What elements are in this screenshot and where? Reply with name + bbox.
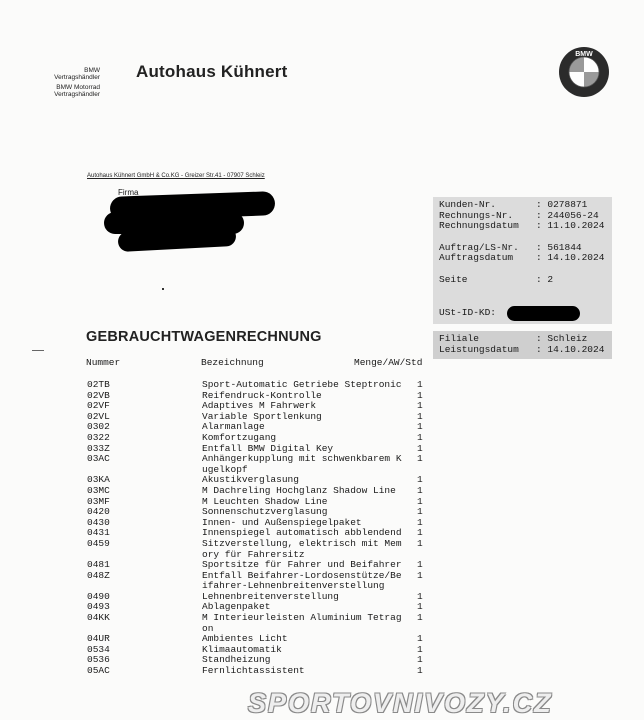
item-quantity: 1 bbox=[417, 453, 423, 465]
item-description: Sport-Automatic Getriebe Steptronic bbox=[202, 379, 402, 390]
item-code: 0459 bbox=[87, 537, 110, 549]
item-quantity: 1 bbox=[417, 633, 423, 645]
item-quantity: 1 bbox=[417, 569, 423, 581]
item-description: Entfall Beifahrer-Lordosenstütze/Be ifahrer-Lehnenbreitenverstellung bbox=[202, 569, 402, 592]
table-header bbox=[86, 357, 422, 368]
item-code: 04KK bbox=[87, 612, 110, 624]
item-code: 0431 bbox=[87, 527, 110, 539]
item-quantity: 1 bbox=[417, 654, 423, 666]
items-list bbox=[87, 380, 432, 677]
watermark: SPORTOVNIVOZY.CZ bbox=[248, 688, 553, 718]
item-row bbox=[87, 571, 432, 592]
info-row-order-date bbox=[439, 253, 606, 264]
sender-line: Autohaus Kühnert GmbH & Co.KG - Greizer Str.41 - 07907 Schleiz bbox=[87, 173, 265, 179]
item-description: Sitzverstellung, elektrisch mit Mem ory für Fahrersitz bbox=[202, 537, 402, 560]
info-label: Auftragsdatum bbox=[439, 252, 514, 263]
item-row bbox=[87, 486, 432, 497]
delivery-value: : 14.10.2024 bbox=[536, 343, 605, 355]
item-quantity: 1 bbox=[417, 665, 423, 677]
item-row bbox=[87, 380, 432, 391]
item-code: 03KA bbox=[87, 474, 110, 486]
recipient-label: Firma bbox=[118, 188, 139, 197]
item-code: 0493 bbox=[87, 601, 110, 613]
dealer-sub-text bbox=[40, 67, 100, 98]
info-value: : 0278871 bbox=[536, 199, 588, 210]
item-code: 0490 bbox=[87, 590, 110, 602]
item-quantity: 1 bbox=[417, 410, 423, 422]
item-description: Klimaautomatik bbox=[202, 643, 282, 655]
item-code: 0302 bbox=[87, 421, 110, 433]
item-description: Sportsitze für Fahrer und Beifahrer bbox=[202, 559, 402, 571]
item-quantity: 1 bbox=[417, 516, 423, 528]
fold-mark bbox=[32, 350, 44, 351]
item-code: 0322 bbox=[87, 431, 110, 443]
item-description: Reifendruck-Kontrolle bbox=[202, 389, 322, 401]
branch-box bbox=[433, 331, 612, 359]
column-description: Bezeichnung bbox=[201, 357, 264, 368]
item-code: 0534 bbox=[87, 643, 110, 655]
item-quantity: 1 bbox=[417, 537, 423, 549]
item-code: 0430 bbox=[87, 516, 110, 528]
info-row-branch bbox=[439, 334, 606, 345]
item-description: Innen- und Außenspiegelpaket bbox=[202, 516, 362, 528]
info-value: : 561844 bbox=[536, 241, 582, 253]
item-quantity: 1 bbox=[417, 601, 423, 613]
item-description: Standheizung bbox=[202, 654, 271, 666]
item-code: 05AC bbox=[87, 665, 110, 677]
item-quantity: 1 bbox=[417, 506, 423, 518]
bmw-logo bbox=[558, 46, 610, 98]
column-quantity: Menge/AW/Std bbox=[354, 357, 423, 368]
item-code: 0536 bbox=[87, 654, 110, 666]
item-row bbox=[87, 666, 432, 677]
item-description: M Leuchten Shadow Line bbox=[202, 495, 328, 507]
item-description: Akustikverglasung bbox=[202, 474, 299, 486]
item-quantity: 1 bbox=[417, 643, 423, 655]
item-description: Komfortzugang bbox=[202, 431, 277, 443]
info-label: Rechnungs-Nr. bbox=[439, 209, 514, 221]
item-quantity: 1 bbox=[417, 590, 423, 602]
item-description: Innenspiegel automatisch abblendend bbox=[202, 527, 402, 539]
item-quantity: 1 bbox=[417, 400, 423, 412]
item-quantity: 1 bbox=[417, 484, 423, 496]
item-code: 03MF bbox=[87, 495, 110, 507]
delivery-label: Leistungsdatum bbox=[439, 343, 519, 355]
item-row bbox=[87, 454, 432, 475]
item-description: Fernlichtassistent bbox=[202, 665, 305, 677]
item-quantity: 1 bbox=[417, 389, 423, 401]
invoice-info-box bbox=[433, 197, 612, 306]
vat-id-label: USt-ID-KD: bbox=[439, 307, 497, 318]
item-description: Adaptives M Fahrwerk bbox=[202, 400, 317, 412]
item-description: M Dachreling Hochglanz Shadow Line bbox=[202, 484, 396, 496]
item-quantity: 1 bbox=[417, 431, 423, 443]
item-row bbox=[87, 433, 432, 444]
dealer-sub-line: Vertragshändler bbox=[54, 74, 100, 81]
item-code: 03MC bbox=[87, 484, 110, 496]
item-code: 0481 bbox=[87, 559, 110, 571]
info-label: Seite bbox=[439, 273, 468, 285]
column-number: Nummer bbox=[86, 357, 121, 368]
info-row-invoice-date bbox=[439, 221, 606, 232]
bmw-logo-icon bbox=[558, 46, 610, 98]
logo-text: BMW bbox=[575, 51, 593, 58]
item-quantity: 1 bbox=[417, 559, 423, 571]
item-code: 0420 bbox=[87, 506, 110, 518]
item-quantity: 1 bbox=[417, 442, 423, 454]
item-quantity: 1 bbox=[417, 421, 423, 433]
item-quantity: 1 bbox=[417, 495, 423, 507]
item-code: 04UR bbox=[87, 633, 110, 645]
info-row-customer bbox=[439, 200, 606, 211]
item-quantity: 1 bbox=[417, 379, 423, 390]
info-value: : 11.10.2024 bbox=[536, 220, 605, 231]
branch-label: Filiale bbox=[439, 333, 479, 344]
item-description: Anhängerkupplung mit schwenkbarem K ugelkopf bbox=[202, 453, 402, 475]
item-quantity: 1 bbox=[417, 612, 423, 624]
item-code: 048Z bbox=[87, 569, 110, 581]
document-title: GEBRAUCHTWAGENRECHNUNG bbox=[86, 329, 322, 345]
item-description: M Interieurleisten Aluminium Tetrag on bbox=[202, 612, 402, 634]
item-quantity: 1 bbox=[417, 474, 423, 486]
item-code: 02TB bbox=[87, 379, 110, 390]
info-label: Kunden-Nr. bbox=[439, 199, 497, 210]
scan-speck bbox=[162, 288, 164, 290]
info-label: Rechnungsdatum bbox=[439, 220, 519, 231]
info-value: : 244056-24 bbox=[536, 209, 599, 221]
item-code: 033Z bbox=[87, 442, 110, 454]
vat-id-redaction bbox=[507, 306, 580, 321]
item-description: Ablagenpaket bbox=[202, 601, 271, 613]
item-row bbox=[87, 539, 432, 560]
dealer-sub-line: Vertragshändler bbox=[54, 91, 100, 98]
info-row-delivery-date bbox=[439, 345, 606, 356]
item-code: 02VB bbox=[87, 389, 110, 401]
item-code: 02VF bbox=[87, 400, 110, 412]
item-description: Variable Sportlenkung bbox=[202, 410, 322, 422]
item-description: Ambientes Licht bbox=[202, 633, 288, 645]
item-description: Lehnenbreitenverstellung bbox=[202, 590, 339, 602]
dealer-sub-line: BMW Motorrad bbox=[56, 84, 100, 91]
dealer-name: Autohaus Kühnert bbox=[136, 62, 288, 81]
item-code: 03AC bbox=[87, 453, 110, 465]
item-description: Sonnenschutzverglasung bbox=[202, 506, 328, 518]
dealer-sub-line: BMW bbox=[84, 67, 100, 74]
info-label: Auftrag/LS-Nr. bbox=[439, 241, 519, 253]
info-value: : 14.10.2024 bbox=[536, 252, 605, 263]
item-row bbox=[87, 613, 432, 634]
item-description: Alarmanlage bbox=[202, 421, 265, 433]
item-code: 02VL bbox=[87, 410, 110, 422]
info-value: : 2 bbox=[536, 273, 554, 285]
item-quantity: 1 bbox=[417, 527, 423, 539]
item-description: Entfall BMW Digital Key bbox=[202, 442, 334, 454]
branch-value: : Schleiz bbox=[536, 333, 588, 344]
info-row-page bbox=[439, 275, 606, 286]
